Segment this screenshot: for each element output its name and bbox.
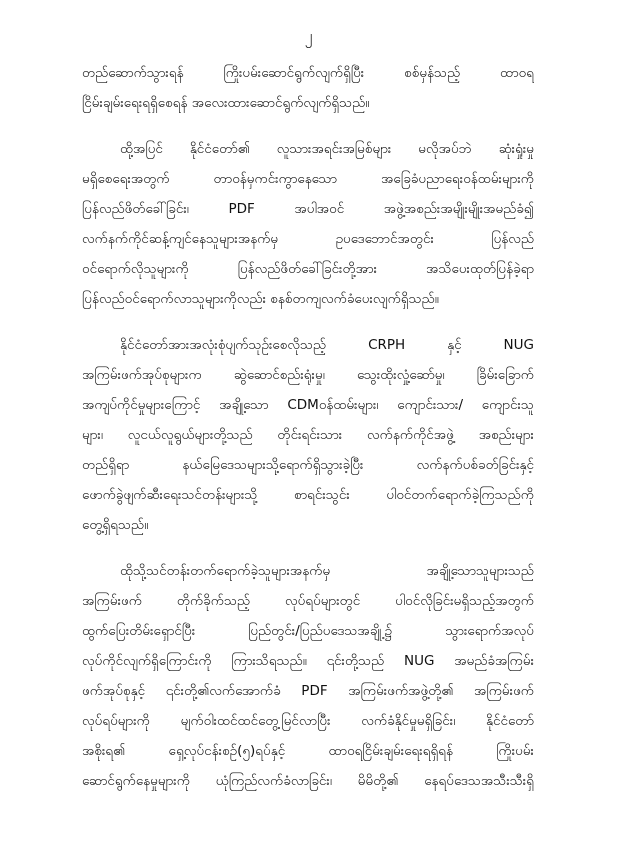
page-number: ၂ xyxy=(304,26,313,45)
text-line: များ၊ လူငယ်လူရွယ်များတို့သည် တိုင်းရင်းသား လက်နက်ကိုင်အဖွဲ့ အစည်းများ xyxy=(82,427,534,443)
text-line: ပြန်လည်ဖိတ်ခေါ်ခြင်း၊ PDF အပါအဝင် အဖွဲ့အစည်းအမျိုးမျိုးအမည်ခံ၍ xyxy=(82,201,534,217)
text-line: အကြမ်းဖက်အုပ်စုများက ဆွဲဆောင်စည်းရုံးမှု၊ သွေးထိုးလှုံ့ဆော်မှု၊ ခြိမ်းခြောက် xyxy=(82,367,534,383)
text-line: ဆောင်ရွက်နေမှုများကို ယုံကြည်လက်ခံလာခြင်း၊ မိမိတို့၏ နေရပ်ဒေသအသီးသီးရှိ xyxy=(82,773,534,789)
paragraph-1 xyxy=(82,58,534,118)
text-line: ဖက်အုပ်စုနှင့် ၎င်းတို့၏လက်အောက်ခံ PDF အကြမ်းဖက်အဖွဲ့တို့၏ အကြမ်းဖက် xyxy=(82,683,534,699)
text-line: ဖောက်ခွဲဖျက်ဆီးရေးသင်တန်းများသို့ စာရင်းသွင်း ပါဝင်တက်ရောက်ခဲ့ကြသည်ကို xyxy=(82,487,534,503)
text-line: ထို့အပြင် နိုင်ငံတော်၏ လူသားအရင်းအမြစ်များ မလိုအပ်ဘဲ ဆုံးရှုံးမှု xyxy=(120,141,534,157)
text-line: ငြိမ်းချမ်းရေးရရှိစေရန် အလေးထားဆောင်ရွက်လျက်ရှိသည်။ xyxy=(82,95,370,111)
text-line: ထိုသို့သင်တန်းတက်ရောက်ခဲ့သူများအနက်မှ အချို့သောသူများသည် xyxy=(120,563,534,579)
text-line: လုပ်ရပ်များကို မျက်ဝါးထင်ထင်တွေ့မြင်လာပြီး လက်ခံနိုင်မှုမရှိခြင်း၊ နိုင်ငံတော် xyxy=(82,713,534,729)
text-line: လုပ်ကိုင်လျက်ရှိကြောင်းကို ကြားသိရသည်။ ၎င်းတို့သည် NUG အမည်ခံအကြမ်း xyxy=(82,653,534,669)
paragraph-3 xyxy=(82,330,534,540)
text-line: အစိုးရ၏ ရှေ့လုပ်ငန်းစဉ်(၅)ရပ်နှင့် ထာဝရငြိမ်းချမ်းရေးရရှိရန် ကြိုးပမ်း xyxy=(82,743,534,759)
text-line: တွေ့ရှိရသည်။ xyxy=(82,517,149,533)
paragraph-2 xyxy=(82,134,534,314)
document-body xyxy=(82,58,534,812)
text-line: အကြမ်းဖက် တိုက်ခိုက်သည့် လုပ်ရပ်များတွင် ပါဝင်လိုခြင်းမရှိသည့်အတွက် xyxy=(82,593,534,609)
text-line: တည်ဆောက်သွားရန် ကြိုးပမ်းဆောင်ရွက်လျက်ရှိပြီး စစ်မှန်သည့် ထာဝရ xyxy=(82,65,534,81)
paragraph-4 xyxy=(82,556,534,796)
text-line: ထွက်ပြေးတိမ်းရှောင်ပြီး ပြည်တွင်း/ပြည်ပဒေသအချို့၌ သွားရောက်အလုပ် xyxy=(82,623,534,639)
text-line: လက်နက်ကိုင်ဆန့်ကျင်နေသူများအနက်မှ ဥပဒေဘောင်အတွင်း ပြန်လည် xyxy=(82,231,534,247)
text-line: ဝင်ရောက်လိုသူများကို ပြန်လည်ဖိတ်ခေါ်ခြင်းတို့အား အသိပေးထုတ်ပြန်ခဲ့ရာ xyxy=(82,261,534,277)
text-line: ပြန်လည်ဝင်ရောက်လာသူများကိုလည်း စနစ်တကျလက်ခံပေးလျက်ရှိသည်။ xyxy=(82,291,439,307)
text-line: မရှိစေရေးအတွက် တာဝန်မှကင်းကွာနေသော အခြေခံပညာရေးဝန်ထမ်းများကို xyxy=(82,171,534,187)
text-line: အကျပ်ကိုင်မှုများကြောင့် အချို့သော CDMဝန်ထမ်းများ၊ ကျောင်းသား/ ကျောင်းသူ xyxy=(82,397,534,413)
text-line: တည်ရှိရာ နယ်မြေဒေသများသို့ရောက်ရှိသွားခဲ့ပြီး လက်နက်ပစ်ခတ်ခြင်းနှင့် xyxy=(82,457,534,473)
text-line: နိုင်ငံတော်အားအလုံးစုံပျက်သုဉ်းစေလိုသည့် CRPH နှင့် NUG xyxy=(120,337,534,353)
